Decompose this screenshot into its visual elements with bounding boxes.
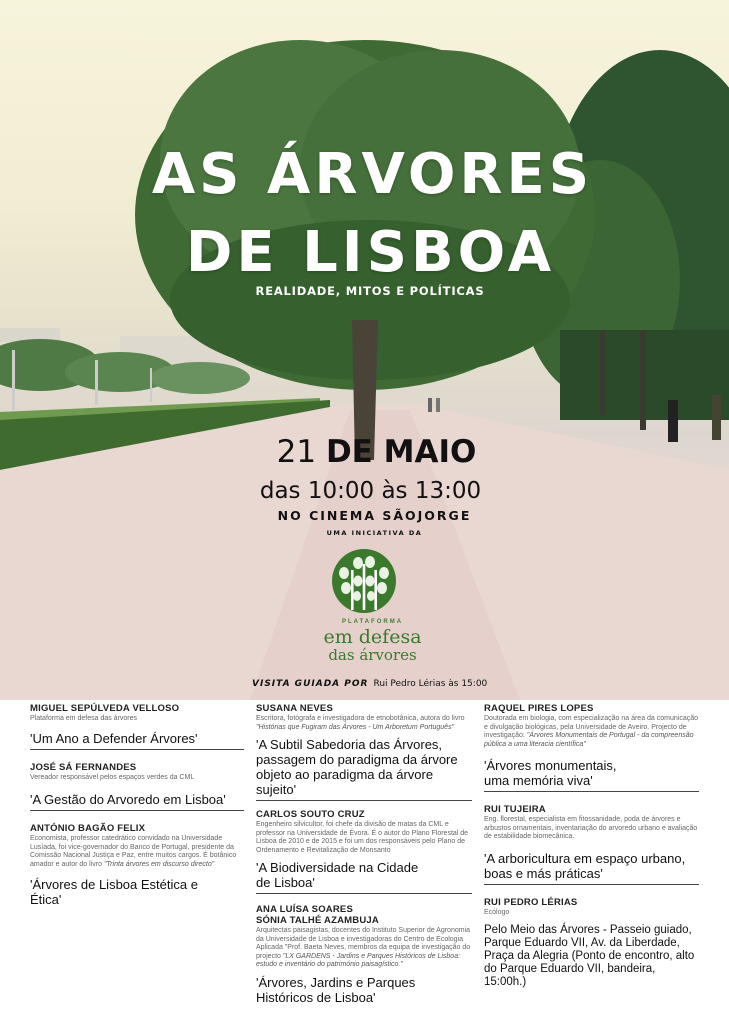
speaker-block — [256, 904, 472, 1005]
project-title: "Árvores Monumentais de Portugal - da compreensão pública a uma literacia científica" — [484, 732, 694, 748]
speaker-description: Vereador responsável pelos espaços verdes da CML — [30, 773, 195, 781]
guided-visit-label: VISITA GUIADA POR — [252, 679, 369, 689]
talk-title: 'A arboricultura em espaço urbano, boas e más práticas' — [484, 850, 686, 881]
poster-subtitle: REALIDADE, MITOS E POLÍTICAS — [255, 284, 485, 298]
speaker-description — [484, 715, 699, 749]
speaker-block — [256, 809, 472, 894]
event-date-month: DE MAIO — [325, 434, 477, 470]
speaker-name: JOSÉ SÁ FERNANDES — [30, 761, 137, 773]
book-title: "Trinta árvores em discurso directo" — [103, 860, 215, 868]
speaker-description-text: Arquitectas paisagistas, docentes do Instituto Superior de Agronomia da Universidade de Lisboa e investigadoras do Centro de Ecologia Aplicada "Prof. Baeta Neves, membros da equipa de investigação do projecto — [256, 927, 471, 960]
logo-text-line2: das árvores — [328, 646, 417, 664]
talk-title: 'Um Ano a Defender Árvores' — [30, 730, 198, 746]
talk-title: 'Árvores de Lisboa Estética e Ética' — [30, 877, 198, 907]
speaker-description — [30, 835, 244, 869]
divider — [256, 893, 472, 894]
logo-label-plataforma: PLATAFORMA — [341, 619, 404, 625]
initiative-label: UMA INICIATIVA DA — [326, 529, 423, 537]
event-venue: NO CINEMA SÃOJORGE — [277, 508, 472, 523]
speaker-name: SUSANA NEVES — [256, 703, 334, 714]
speaker-description — [256, 715, 472, 732]
talk-title: Pelo Meio das Árvores - Passeio guiado, Parque Eduardo VII, Av. da Liberdade, Praça da Alegria (Ponto de encontro, alto do Parque Eduardo VII, bandeira, 15:00h.) — [484, 924, 695, 988]
speaker-block — [484, 703, 699, 792]
guided-visit-text: Rui Pedro Lérias às 15:00 — [373, 679, 488, 689]
divider — [256, 800, 472, 801]
poster-title-line2: DE LISBOA — [185, 220, 556, 285]
divider — [30, 749, 244, 750]
program-column-1 — [30, 703, 244, 907]
speaker-name: MIGUEL SEPÚLVEDA VELLOSO — [30, 703, 180, 714]
logo-text-line1: em defesa — [323, 626, 422, 648]
speaker-name-2: SÓNIA TALHÉ AZAMBUJA — [256, 915, 379, 926]
talk-title: 'Árvores, Jardins e Parques Históricos de Lisboa' — [256, 974, 416, 1005]
speaker-block — [484, 897, 699, 990]
speaker-description: Eng. florestal, especialista em fitossanidade, poda de árvores e arbustos ornamentais, inventariação do arvoredo urbano e avaliação de estabilidade biomecânica. — [484, 816, 698, 840]
talk-title: 'A Biodiversidade na Cidade de Lisboa' — [256, 860, 419, 890]
divider — [484, 791, 699, 792]
speaker-block — [30, 823, 244, 907]
guided-visit-note — [252, 678, 487, 689]
speaker-description: Engenheiro silvicultor, foi chefe da divisão de matas da CML e professor na Universidade de Évora. É o autor do Plano Florestal de Lisboa de 2010 e de 2015 e foi um dos responsáveis pelo Plano de Ordenamento e Revitalização de Monsanto — [256, 821, 469, 854]
speaker-block — [484, 804, 699, 885]
divider — [30, 810, 244, 811]
talk-title: 'A Subtil Sabedoria das Árvores, passagem do paradigma da árvore objeto ao paradigma da árvore sujeito' — [256, 737, 458, 797]
speaker-name: ANTÓNIO BAGÃO FELIX — [30, 823, 146, 834]
speaker-description — [256, 927, 472, 970]
speaker-block — [256, 703, 472, 801]
tree-logo-icon — [331, 548, 397, 614]
speaker-description: Plataforma em defesa das árvores — [30, 715, 137, 722]
speaker-block — [30, 762, 244, 812]
program-column-2 — [256, 703, 472, 1005]
speaker-name: ANA LUÍSA SOARES — [256, 904, 353, 915]
speaker-description-text: Economista, professor catedrático convidado na Universidade Lusíada, foi vice-governador do Banco de Portugal, presidente da Comissão Nacional Justiça e Paz, entre muitos cargos. É botânico amador e autor do livro — [30, 835, 237, 868]
event-date-number: 21 — [276, 434, 317, 470]
project-title: "LX GARDENS - Jardins e Parques Históricos de Lisboa: estudo e inventário do património paisagístico." — [256, 952, 461, 968]
speaker-description: Ecólogo — [484, 908, 510, 916]
event-date — [0, 434, 729, 470]
speaker-description-text: Escritora, fotógrafa e investigadora de etnobotânica, autora do livro — [256, 715, 465, 722]
speaker-name: RUI TUJEIRA — [484, 804, 546, 815]
event-time: das 10:00 às 13:00 — [259, 478, 482, 504]
speaker-description-text: Doutorada em biologia, com especialização na área da comunicação e divulgação biológicas, pela Universidade de Aveiro. Projecto de investigação: — [484, 715, 699, 739]
speaker-name: CARLOS SOUTO CRUZ — [256, 809, 365, 820]
speaker-block — [30, 703, 244, 750]
poster-title-line1: AS ÁRVORES — [151, 142, 594, 207]
talk-title: 'Árvores monumentais, uma memória viva' — [484, 758, 617, 788]
book-title: "Histórias que Fugiram das Árvores - Um Arboretum Português" — [256, 723, 455, 731]
divider — [484, 884, 699, 885]
speaker-name: RUI PEDRO LÉRIAS — [484, 896, 578, 908]
program-column-3 — [484, 703, 699, 989]
talk-title: 'A Gestão do Arvoredo em Lisboa' — [30, 792, 226, 807]
speaker-name: RAQUEL PIRES LOPES — [484, 703, 594, 714]
